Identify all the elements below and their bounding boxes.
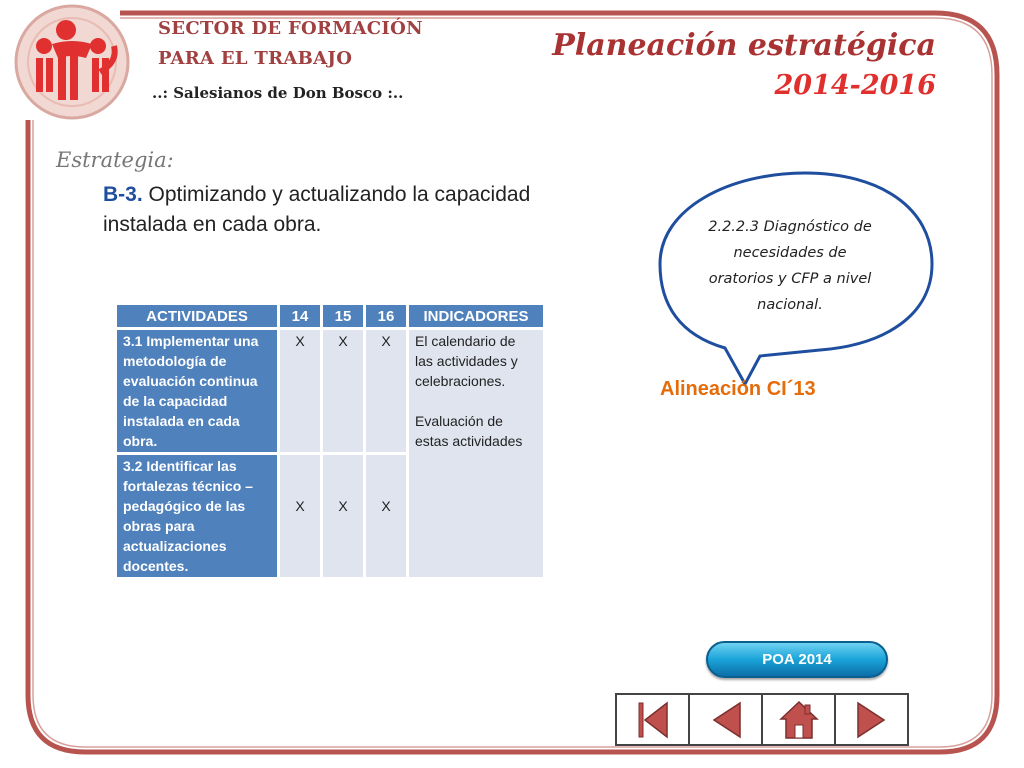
strategy-description: Optimizando y actualizando la capacidad instalada en cada obra. <box>103 183 531 236</box>
mark-cell: X <box>323 330 363 452</box>
column-header-activities: ACTIVIDADES <box>117 305 277 327</box>
first-page-button[interactable] <box>617 695 690 744</box>
next-icon <box>852 700 892 740</box>
mark-cell: X <box>280 455 320 577</box>
activity-cell: 3.2 Identificar las fortalezas técnico – pedagógico de las obras para actualizaciones docentes. <box>117 455 277 577</box>
indicator-text: El calendario de las actividades y celebraciones. <box>415 333 518 389</box>
activity-cell: 3.1 Implementar una metodología de evaluación continua de la capacidad instalada en cada obra. <box>117 330 277 452</box>
bubble-text: 2.2.2.3 Diagnóstico de necesidades de oratorios y CFP a nivel nacional. <box>708 219 872 313</box>
column-header-16: 16 <box>366 305 406 327</box>
strategy-code: B-3. <box>103 183 143 206</box>
mark-cell: X <box>323 455 363 577</box>
strategy-statement <box>103 180 603 240</box>
next-button[interactable] <box>836 695 907 744</box>
column-header-15: 15 <box>323 305 363 327</box>
activities-table <box>114 302 546 580</box>
previous-button[interactable] <box>690 695 763 744</box>
indicators-cell <box>409 330 543 577</box>
indicator-text: Evaluación de estas actividades <box>415 413 523 449</box>
table-header-row <box>117 305 543 327</box>
org-name-line1: SECTOR DE FORMACIÓN <box>158 18 423 39</box>
org-subtitle: ..: Salesianos de Don Bosco :.. <box>152 84 404 102</box>
page-title-years: 2014-2016 <box>774 70 936 101</box>
strategy-label: Estrategia: <box>56 148 174 172</box>
alignment-label: Alineación CI´13 <box>660 378 816 400</box>
poa-2014-button[interactable]: POA 2014 <box>706 641 888 678</box>
column-header-14: 14 <box>280 305 320 327</box>
home-icon <box>778 699 820 741</box>
previous-icon <box>706 700 746 740</box>
home-button[interactable] <box>763 695 836 744</box>
column-header-indicators: INDICADORES <box>409 305 543 327</box>
mark-cell: X <box>366 455 406 577</box>
salesianos-logo <box>16 6 128 118</box>
mark-cell: X <box>366 330 406 452</box>
navigation-bar <box>615 693 909 746</box>
first-page-icon <box>633 700 673 740</box>
page-title: Planeación estratégica <box>552 28 936 63</box>
mark-cell: X <box>280 330 320 452</box>
org-name-line2: PARA EL TRABAJO <box>158 48 353 69</box>
table-row <box>117 330 543 452</box>
